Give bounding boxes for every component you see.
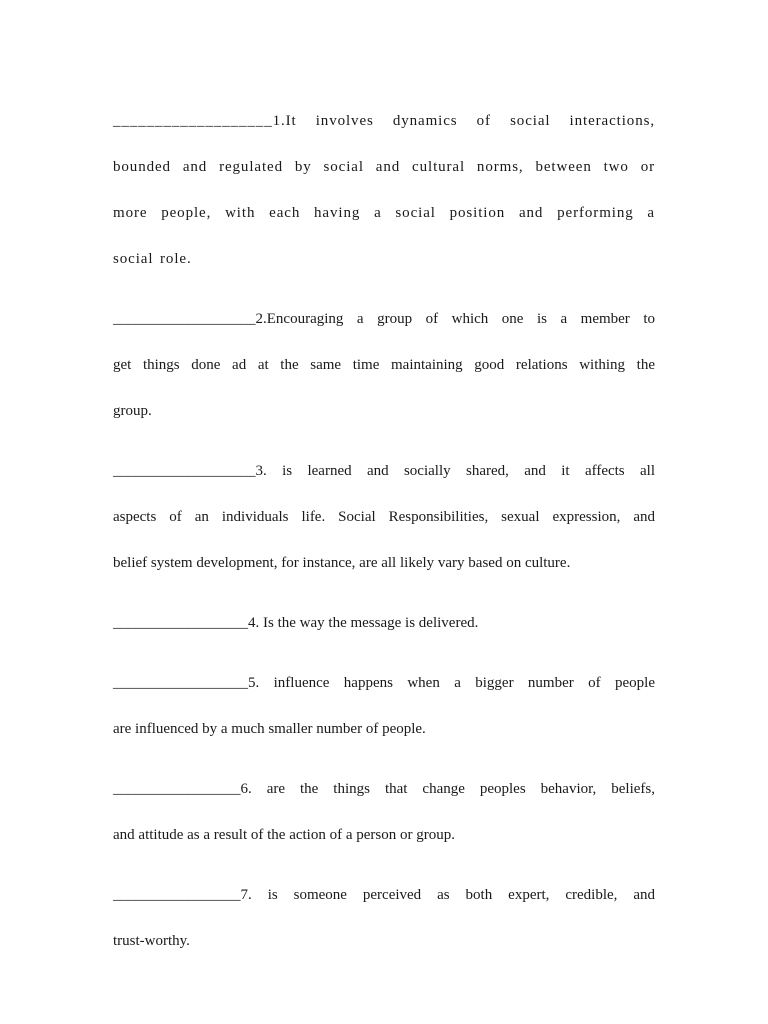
question-4-line-1: __________________4. Is the way the message is delivered. — [113, 615, 479, 631]
question-3 — [113, 448, 655, 586]
question-6-line-2: and attitude as a result of the action of a person or group. — [113, 827, 455, 843]
question-7 — [113, 872, 655, 964]
question-5 — [113, 660, 655, 752]
question-7-line-1: _________________7. is someone perceived as both expert, credible, and — [113, 887, 655, 903]
question-2-line-1: ___________________2.Encouraging a group of which one is a member to — [113, 311, 655, 327]
question-1-line-4: social role. — [113, 251, 192, 267]
question-3-line-2: aspects of an individuals life. Social Responsibilities, sexual expression, and — [113, 509, 655, 525]
question-6 — [113, 766, 655, 858]
question-2 — [113, 296, 655, 434]
question-3-line-3: belief system development, for instance, are all likely vary based on culture. — [113, 555, 571, 571]
question-5-line-1: __________________5. influence happens when a bigger number of people — [113, 675, 655, 691]
question-3-line-1: ___________________3. is learned and socially shared, and it affects all — [113, 463, 655, 479]
question-2-line-2: get things done ad at the same time maintaining good relations withing the — [113, 357, 655, 373]
question-6-line-1: _________________6. are the things that change peoples behavior, beliefs, — [113, 781, 655, 797]
question-1-line-1: ___________________1.It involves dynamics of social interactions, — [113, 113, 655, 129]
question-1 — [113, 98, 655, 282]
question-7-line-2: trust-worthy. — [113, 933, 190, 949]
question-5-line-2: are influenced by a much smaller number of people. — [113, 721, 426, 737]
question-4 — [113, 600, 655, 646]
question-2-line-3: group. — [113, 403, 152, 419]
question-1-line-3: more people, with each having a social position and performing a — [113, 205, 655, 221]
question-1-line-2: bounded and regulated by social and cultural norms, between two or — [113, 159, 655, 175]
